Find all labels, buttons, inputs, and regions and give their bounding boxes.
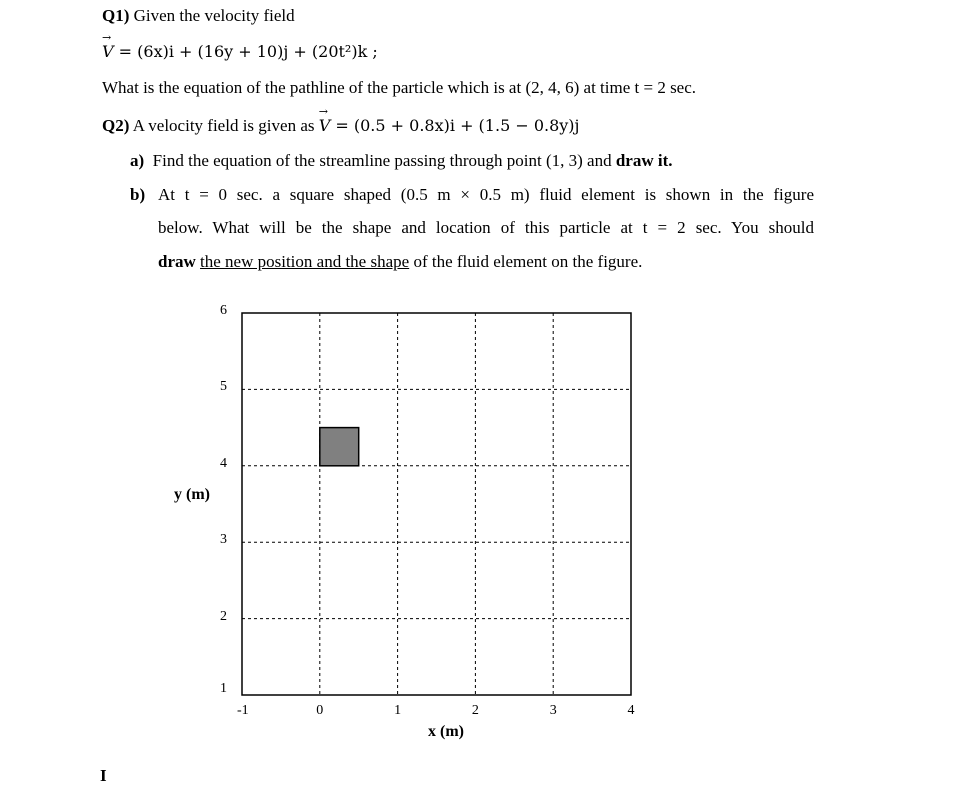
y-tick-label: 1	[220, 681, 227, 696]
q1-equation-rhs: = (6x)i + (16y + 10)j + (20t²)k ;	[118, 42, 378, 61]
y-tick-label: 5	[220, 379, 227, 395]
x-tick-label: 1	[394, 703, 402, 718]
x-axis-label: x (m)	[428, 723, 464, 740]
q1-heading-text: Given the velocity field	[133, 6, 295, 25]
q2-part-a-bold: draw it.	[615, 151, 673, 170]
x-tick-label: 3	[549, 703, 557, 718]
fluid-element-square	[320, 428, 359, 466]
y-tick-label: 2	[220, 608, 227, 624]
q2-part-b-line1: At t = 0 sec. a square shaped (0.5 m × 0.5 m) fluid element is shown in the figure	[158, 185, 814, 204]
q1-question: What is the equation of the pathline of the particle which is at (2, 4, 6) at time t = 2 sec.	[102, 78, 697, 97]
y-tick-label: 3	[220, 532, 227, 548]
q2-vector-v: → V	[319, 116, 331, 135]
cutoff-text: I	[100, 766, 107, 785]
q2-part-b-label: b)	[130, 185, 146, 204]
q2-equation-rhs: = (0.5 + 0.8x)i + (1.5 − 0.8y)j	[335, 116, 580, 135]
q2-part-b-draw: draw	[158, 252, 196, 271]
x-tick-label: 4	[627, 703, 635, 718]
q2-part-a-label: a)	[130, 151, 145, 170]
q2-part-b-line2: below. What will be the shape and location of this particle at t = 2 sec. You should	[158, 218, 814, 237]
q2-part-b-end: of the fluid element on the figure.	[413, 252, 643, 271]
q2-number: Q2)	[102, 116, 130, 135]
x-tick-label: 2	[471, 703, 479, 718]
q2-heading-text: A velocity field is given as	[132, 116, 315, 135]
q1-number: Q1)	[102, 6, 130, 25]
plot-frame	[242, 313, 631, 695]
y-tick-label: 6	[220, 303, 227, 318]
x-tick-label: 0	[316, 703, 324, 718]
x-tick-label: -1	[237, 703, 249, 718]
y-tick-label: 4	[220, 455, 227, 471]
q2-part-a-text: Find the equation of the streamline passing through point (1, 3) and	[152, 151, 612, 170]
q1-vector-v: → V	[102, 42, 114, 61]
q2-part-b-underlined: the new position and the shape	[200, 252, 410, 271]
y-axis-label: y (m)	[174, 486, 210, 503]
